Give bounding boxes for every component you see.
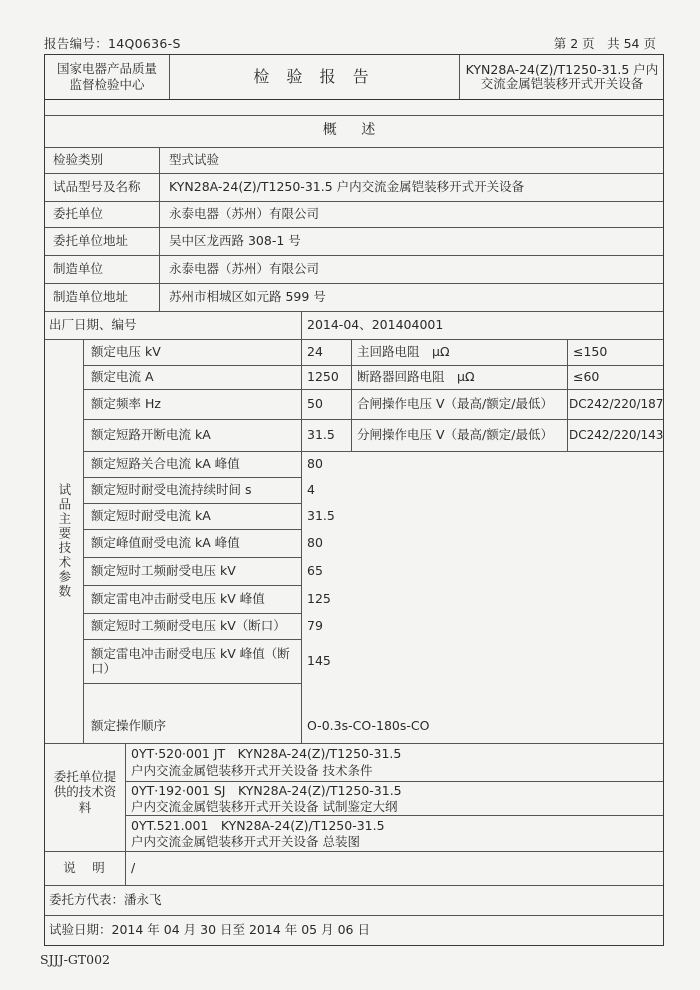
- param-value-2: DC242/220/143: [569, 427, 664, 442]
- info-label-inspection-type: 检验类别: [53, 152, 104, 168]
- param-name: 额定操作顺序: [91, 718, 167, 734]
- param-value: 24: [307, 344, 323, 360]
- param-name: 额定短路开断电流 kA: [91, 427, 211, 443]
- param-value: 31.5: [307, 427, 335, 443]
- param-name-2: 断路器回路电阻 μΩ: [357, 369, 475, 385]
- param-value: 4: [307, 482, 315, 498]
- doc-title: 检 验 报 告: [253, 67, 375, 86]
- param-name: 额定短时耐受电流 kA: [91, 508, 211, 524]
- section-title: 概 述: [322, 122, 386, 139]
- param-name-2: 分闸操作电压 V（最高/额定/最低）: [357, 427, 553, 443]
- param-name: 额定短时工频耐受电压 kV: [91, 563, 236, 579]
- param-value-2: ≤150: [573, 344, 608, 360]
- factory-label: 出厂日期、编号: [49, 317, 137, 333]
- param-name: 额定短路关合电流 kA 峰值: [91, 456, 240, 472]
- param-name: 额定电压 kV: [91, 344, 161, 360]
- param-value: 65: [307, 563, 323, 579]
- param-name: 额定短时工频耐受电压 kV（断口）: [91, 618, 286, 634]
- tech-doc-code: 0YT·192·001 SJ KYN28A-24(Z)/T1250-31.5: [131, 782, 402, 798]
- param-value: 79: [307, 618, 323, 634]
- factory-value: 2014-04、201404001: [307, 317, 444, 333]
- page-info: 第 2 页 共 54 页: [553, 36, 656, 51]
- info-value-client-address: 吴中区龙西路 308-1 号: [169, 233, 301, 249]
- param-name: 额定频率 Hz: [91, 396, 161, 412]
- info-label-manufacturer: 制造单位: [53, 261, 104, 277]
- param-name: 额定雷电冲击耐受电压 kV 峰值（断口）: [91, 646, 290, 676]
- param-name: 额定短时耐受电流持续时间 s: [91, 482, 252, 498]
- param-value: 80: [307, 456, 323, 472]
- info-label-manufacturer-address: 制造单位地址: [53, 289, 129, 305]
- info-value-client: 永泰电器（苏州）有限公司: [169, 206, 320, 222]
- param-value-2: DC242/220/187: [569, 396, 664, 411]
- info-value-manufacturer-address: 苏州市相城区如元路 599 号: [169, 289, 326, 305]
- param-value: O-0.3s-CO-180s-CO: [307, 718, 430, 734]
- param-name-2: 主回路电阻 μΩ: [357, 344, 450, 360]
- report-form: [44, 54, 664, 946]
- client-representative: 委托方代表：潘永飞: [49, 892, 162, 908]
- info-value-manufacturer: 永泰电器（苏州）有限公司: [169, 261, 320, 277]
- param-name: 额定雷电冲击耐受电压 kV 峰值: [91, 591, 265, 607]
- tech-doc-desc: 户内交流金属铠装移开式开关设备 总装图: [131, 833, 360, 849]
- param-name: 额定峰值耐受电流 kA 峰值: [91, 535, 240, 551]
- test-date: 试验日期：2014 年 04 月 30 日至 2014 年 05 月 06 日: [49, 922, 370, 938]
- tech-doc-desc: 户内交流金属铠装移开式开关设备 技术条件: [131, 763, 373, 779]
- param-value-2: ≤60: [573, 369, 600, 385]
- form-code: SJJJ-GT002: [40, 952, 111, 967]
- info-value-inspection-type: 型式试验: [169, 152, 220, 168]
- report-number: 报告编号：14Q0636-S: [44, 36, 181, 51]
- tech-docs-label: 委托单位提供的技术资料: [53, 768, 117, 815]
- remark-label: 说 明: [63, 860, 107, 876]
- tech-doc-code: 0YT·520·001 JT KYN28A-24(Z)/T1250-31.5: [131, 746, 402, 762]
- info-value-model: KYN28A-24(Z)/T1250-31.5 户内交流金属铠装移开式开关设备: [169, 179, 525, 195]
- params-side-label: 试品主要技术参数: [56, 483, 72, 599]
- param-value: 125: [307, 591, 331, 607]
- tech-doc-desc: 户内交流金属铠装移开式开关设备 试制鉴定大纲: [131, 798, 398, 814]
- product-title: KYN28A-24(Z)/T1250-31.5 户内交流金属铠装移开式开关设备: [465, 61, 659, 91]
- info-label-client-address: 委托单位地址: [53, 233, 129, 249]
- tech-doc-code: 0YT.521.001 KYN28A-24(Z)/T1250-31.5: [131, 817, 385, 833]
- param-value: 80: [307, 535, 323, 551]
- org-name: 国家电器产品质量监督检验中心: [57, 61, 158, 92]
- param-name: 额定电流 A: [91, 369, 154, 385]
- info-label-model: 试品型号及名称: [53, 179, 141, 195]
- param-value: 145: [307, 653, 331, 669]
- remark-value: /: [131, 860, 136, 876]
- info-label-client: 委托单位: [53, 206, 104, 222]
- param-value: 1250: [307, 369, 339, 385]
- param-name-2: 合闸操作电压 V（最高/额定/最低）: [357, 396, 553, 412]
- param-value: 50: [307, 396, 323, 412]
- param-value: 31.5: [307, 508, 335, 524]
